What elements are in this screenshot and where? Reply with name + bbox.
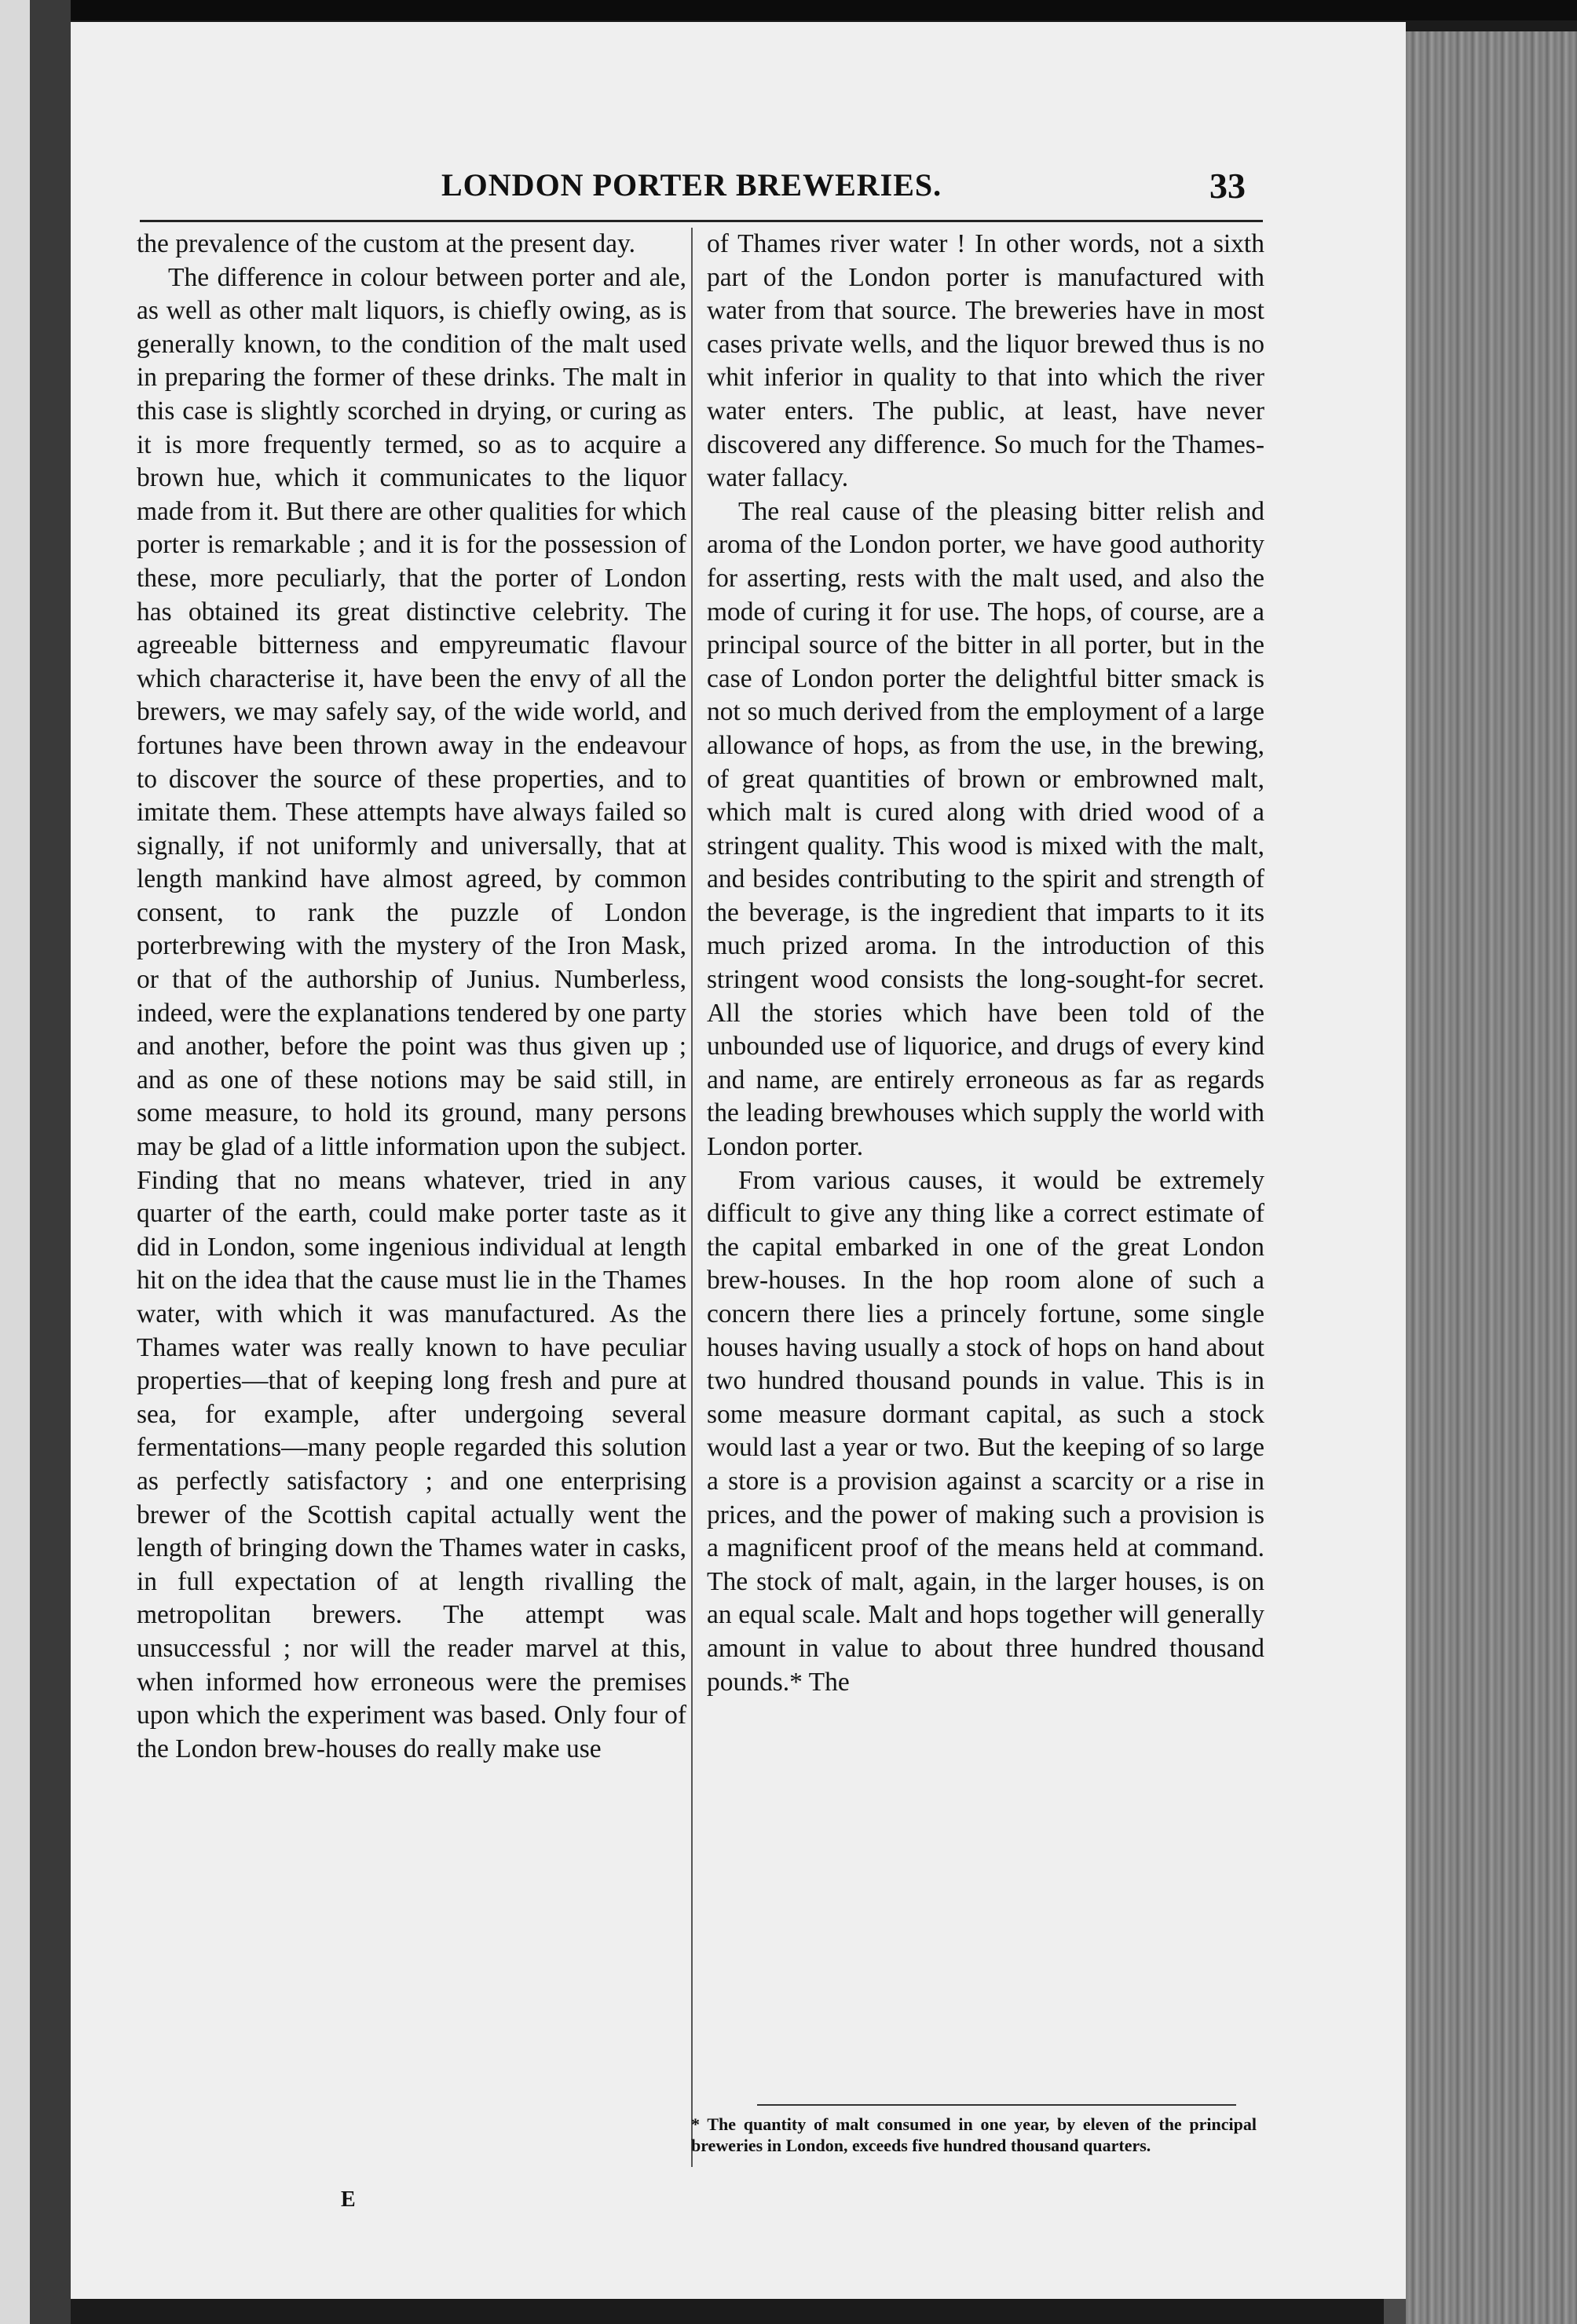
right-column [707, 228, 1264, 1699]
right-paragraph-3: From various causes, it would be extremely difficult to give any thing like a correct estimate of the capital embarked in one of the great London brew-houses. In the hop room alone of such a concern there lies a princely fortune, some single houses having usually a stock of hops on hand about two hundred thousand pounds in value. This is in some measure dormant capital, as such a stock would last a year or two. But the keeping of so large a store is a provision against a scarcity or a rise in prices, and the power of making such a provision is a magnificent proof of the means held at command. The stock of malt, again, in the larger houses, is on an equal scale. Malt and hops together will generally amount in value to about three hundred thousand pounds.* The [707, 1165, 1264, 1697]
right-paragraph-2: The real cause of the pleasing bitter relish and aroma of the London porter, we have good authority for asserting, rests with the malt used, and also the mode of curing it for use. The hops, of course, are a principal source of the bitter in all porter, but in the case of London porter the delightful bitter smack is not so much derived from the employment of a large allowance of hops, as from the use, in the brewing, of great quantities of brown or embrowned malt, which malt is cured along with dried wood of a stringent quality. This wood is mixed with the malt, and besides contributing to the spirit and strength of the beverage, is the ingredient that imparts to it its much prized aroma. In the introduction of this stringent wood consists the long-sought-for secret. All the stories which have been told of the unbounded use of liquorice, and drugs of every kind and name, are entirely erroneous as far as regards the leading brewhouses which supply the world with London porter. [707, 496, 1264, 1162]
left-column [137, 228, 686, 1766]
footnote: * The quantity of malt consumed in one year, by eleven of the principal breweries in London, exceeds five hundred thousand quarters. [691, 2114, 1257, 2155]
scan-left-shadow [30, 0, 71, 2324]
left-paragraph-1: the prevalence of the custom at the present day. [137, 229, 635, 258]
scan-top-border [0, 0, 1577, 20]
footnote-rule [757, 2104, 1236, 2106]
running-header-title: LONDON PORTER BREWERIES. [441, 167, 942, 203]
page-number: 33 [1209, 166, 1246, 206]
book-page-edges [1406, 31, 1577, 2324]
left-paragraph-2: The difference in colour between porter and ale, as well as other malt liquors, is chiefly owing, as is generally known, to the condition of the malt used in preparing the former of these drinks. The malt in this case is slightly scorched in drying, or curing as it is more frequently termed, so as to acquire a brown hue, which it communicates to the liquor made from it. But there are other qualities for which porter is remarkable ; and it is for the possession of these, more peculiarly, that the porter of London has obtained its great distinctive celebrity. The agreeable bitterness and empyreumatic flavour which characterise it, have been the envy of all the brewers, we may safely say, of the wide world, and fortunes have been thrown away in the endeavour to discover the source of these properties, and to imitate them. These attempts have always failed so signally, if not uniformly and universally, that at length mankind have almost agreed, by common consent, to rank the puzzle of London porterbrewing with the mystery of the Iron Mask, or that of the authorship of Junius. Numberless, indeed, were the explanations tendered by one party and another, before the point was thus given up ; and as one of these notions may be said still, in some measure, to hold its ground, many persons may be glad of a little information upon the subject. Finding that no means whatever, tried in any quarter of the earth, could make porter taste as it did in London, some ingenious individual at length hit on the idea that the cause must lie in the Thames water, with which it was manufactured. As the Thames water was really known to have peculiar properties—that of keeping long fresh and pure at sea, for example, after undergoing several fermentations—many people regarded this solution as perfectly satisfactory ; and one enterprising brewer of the Scottish capital actually went the length of bringing down the Thames water in casks, in full expectation of at length rivalling the metropolitan brewers. The attempt was unsuccessful ; nor will the reader marvel at this, when informed how erroneous were the premises upon which the experiment was based. Only four of the London brew-houses do really make use [137, 262, 686, 1763]
header-rule [140, 220, 1263, 222]
signature-mark: E [341, 2187, 356, 2212]
right-paragraph-1: of Thames river water ! In other words, not a sixth part of the London porter is manufactured with water from that source. The breweries have in most cases private wells, and the liquor brewed thus is no whit inferior in quality to that into which the river water enters. The public, at least, have never discovered any difference. So much for the Thames-water fallacy. [707, 229, 1264, 493]
column-divider [691, 228, 693, 2167]
scan-left-margin [0, 0, 30, 2324]
